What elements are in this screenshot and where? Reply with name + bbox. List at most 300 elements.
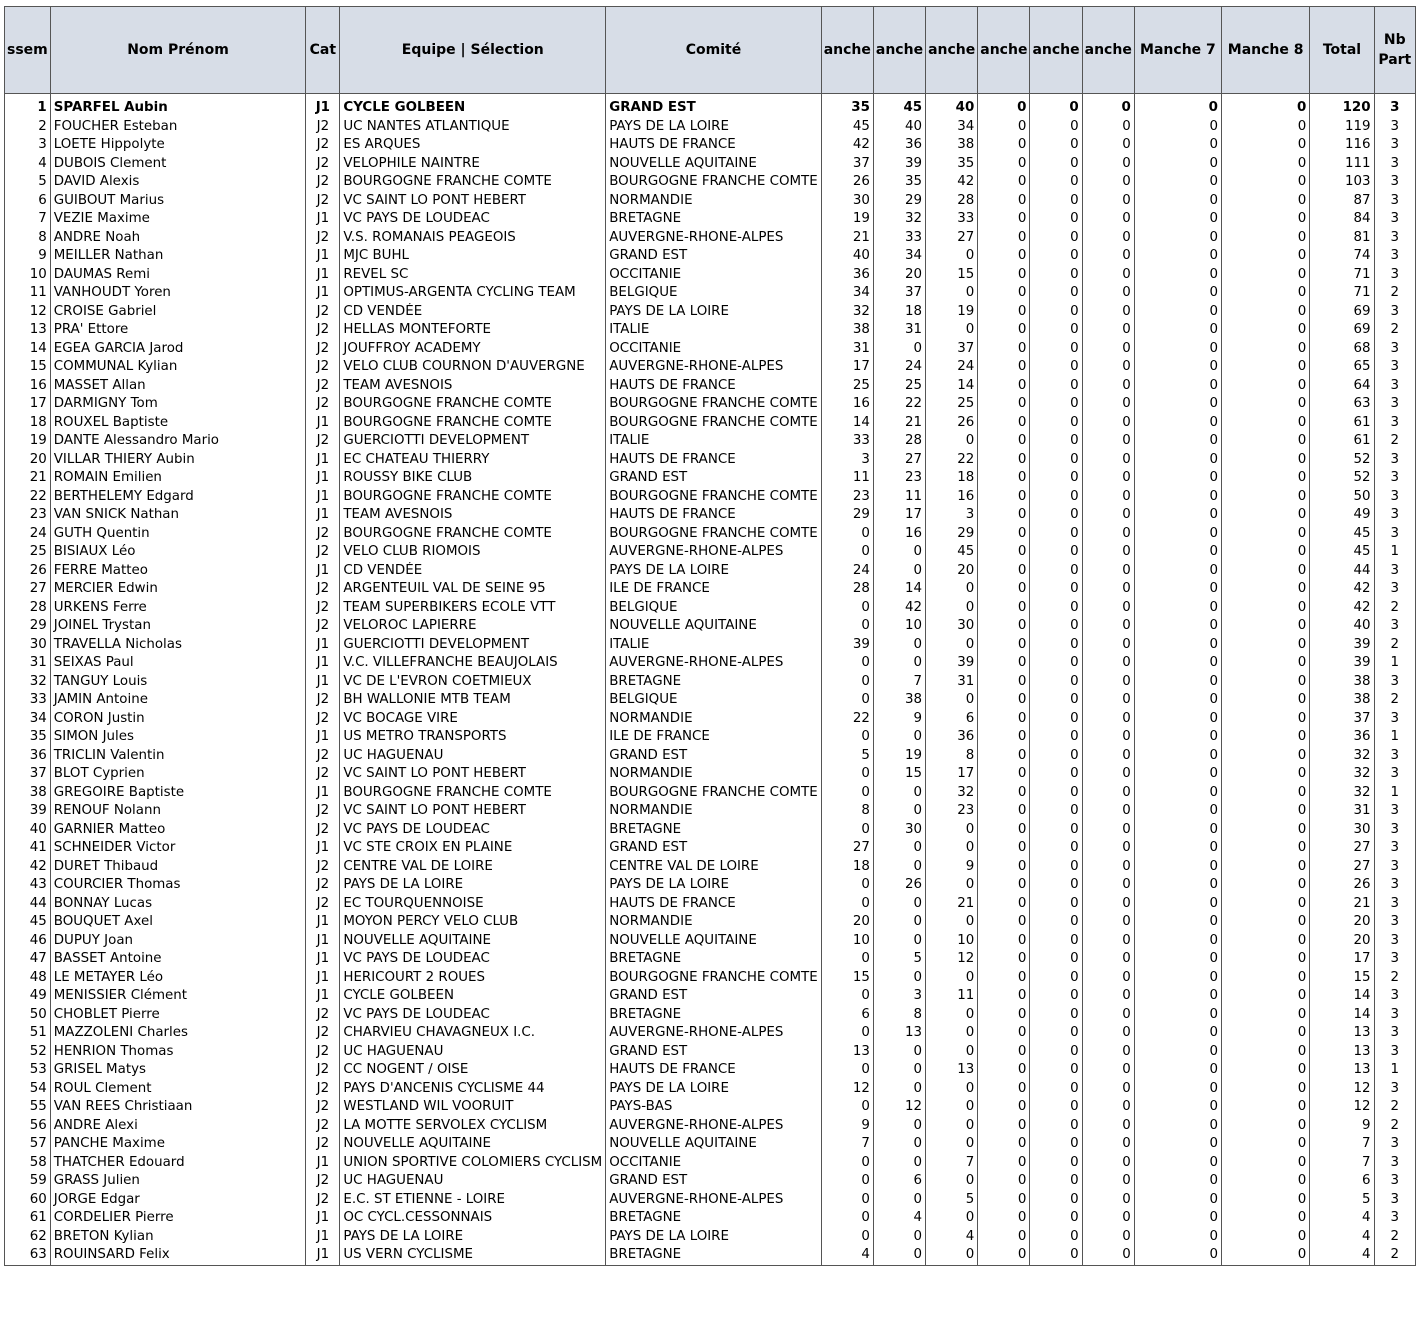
header-nom[interactable]: Nom Prénom <box>50 7 306 94</box>
cell-manche-6[interactable]: 0 <box>1082 950 1134 969</box>
cell-manche-2[interactable]: 45 <box>873 99 925 118</box>
cell-nb-part[interactable]: 3 <box>1374 173 1415 192</box>
cell-manche-5[interactable]: 0 <box>1030 229 1082 248</box>
cell-rank[interactable]: 8 <box>5 229 51 248</box>
cell-manche-4[interactable]: 0 <box>978 1191 1030 1210</box>
cell-manche-6[interactable]: 0 <box>1082 821 1134 840</box>
cell-comite[interactable]: NOUVELLE AQUITAINE <box>606 1135 821 1154</box>
cell-cat[interactable]: J1 <box>306 654 340 673</box>
cell-manche-5[interactable]: 0 <box>1030 987 1082 1006</box>
cell-manche-1[interactable]: 32 <box>821 303 873 322</box>
cell-total[interactable]: 4 <box>1310 1246 1374 1265</box>
cell-comite[interactable]: ITALIE <box>606 636 821 655</box>
cell-manche-6[interactable]: 0 <box>1082 1043 1134 1062</box>
cell-nb-part[interactable]: 3 <box>1374 876 1415 895</box>
cell-manche-4[interactable]: 0 <box>978 728 1030 747</box>
cell-manche-5[interactable]: 0 <box>1030 691 1082 710</box>
cell-manche-7[interactable]: 0 <box>1134 691 1221 710</box>
cell-manche-8[interactable]: 0 <box>1222 284 1310 303</box>
cell-manche-1[interactable]: 45 <box>821 118 873 137</box>
cell-name[interactable]: COMMUNAL Kylian <box>50 358 306 377</box>
cell-manche-6[interactable]: 0 <box>1082 506 1134 525</box>
cell-manche-2[interactable]: 9 <box>873 710 925 729</box>
cell-manche-5[interactable]: 0 <box>1030 321 1082 340</box>
cell-cat[interactable]: J2 <box>306 876 340 895</box>
header-classement[interactable]: ssem <box>5 7 51 94</box>
cell-rank[interactable]: 57 <box>5 1135 51 1154</box>
cell-name[interactable]: HENRION Thomas <box>50 1043 306 1062</box>
cell-manche-2[interactable]: 0 <box>873 1135 925 1154</box>
cell-team[interactable]: BH WALLONIE MTB TEAM <box>340 691 606 710</box>
cell-cat[interactable]: J1 <box>306 839 340 858</box>
cell-manche-4[interactable]: 0 <box>978 895 1030 914</box>
cell-total[interactable]: 14 <box>1310 987 1374 1006</box>
cell-manche-1[interactable]: 19 <box>821 210 873 229</box>
cell-team[interactable]: UC HAGUENAU <box>340 747 606 766</box>
cell-name[interactable]: LOETE Hippolyte <box>50 136 306 155</box>
cell-manche-5[interactable]: 0 <box>1030 543 1082 562</box>
cell-cat[interactable]: J2 <box>306 340 340 359</box>
cell-rank[interactable]: 10 <box>5 266 51 285</box>
cell-total[interactable]: 17 <box>1310 950 1374 969</box>
cell-manche-2[interactable]: 0 <box>873 858 925 877</box>
cell-total[interactable]: 49 <box>1310 506 1374 525</box>
cell-manche-6[interactable]: 0 <box>1082 673 1134 692</box>
cell-manche-1[interactable]: 9 <box>821 1117 873 1136</box>
cell-cat[interactable]: J1 <box>306 673 340 692</box>
cell-rank[interactable]: 16 <box>5 377 51 396</box>
cell-manche-3[interactable]: 6 <box>926 710 978 729</box>
cell-nb-part[interactable]: 3 <box>1374 266 1415 285</box>
cell-manche-6[interactable]: 0 <box>1082 617 1134 636</box>
cell-manche-2[interactable]: 0 <box>873 784 925 803</box>
cell-rank[interactable]: 26 <box>5 562 51 581</box>
cell-nb-part[interactable]: 3 <box>1374 932 1415 951</box>
cell-manche-6[interactable]: 0 <box>1082 1024 1134 1043</box>
cell-manche-7[interactable]: 0 <box>1134 173 1221 192</box>
cell-manche-3[interactable]: 13 <box>926 1061 978 1080</box>
cell-manche-6[interactable]: 0 <box>1082 192 1134 211</box>
cell-manche-7[interactable]: 0 <box>1134 432 1221 451</box>
cell-team[interactable]: BOURGOGNE FRANCHE COMTE <box>340 525 606 544</box>
header-manche-5[interactable]: anche <box>1030 7 1082 94</box>
cell-manche-2[interactable]: 32 <box>873 210 925 229</box>
cell-manche-2[interactable]: 19 <box>873 747 925 766</box>
cell-cat[interactable]: J2 <box>306 765 340 784</box>
cell-comite[interactable]: GRAND EST <box>606 747 821 766</box>
cell-rank[interactable]: 34 <box>5 710 51 729</box>
cell-manche-2[interactable]: 39 <box>873 155 925 174</box>
cell-team[interactable]: TEAM SUPERBIKERS ECOLE VTT <box>340 599 606 618</box>
cell-manche-3[interactable]: 0 <box>926 1024 978 1043</box>
cell-manche-4[interactable]: 0 <box>978 1209 1030 1228</box>
header-manche-2[interactable]: anche <box>873 7 925 94</box>
cell-comite[interactable]: PAYS DE LA LOIRE <box>606 303 821 322</box>
cell-manche-6[interactable]: 0 <box>1082 1006 1134 1025</box>
cell-manche-3[interactable]: 7 <box>926 1154 978 1173</box>
cell-cat[interactable]: J1 <box>306 913 340 932</box>
cell-team[interactable]: PAYS DE LA LOIRE <box>340 1228 606 1247</box>
cell-name[interactable]: CORON Justin <box>50 710 306 729</box>
cell-manche-7[interactable]: 0 <box>1134 747 1221 766</box>
cell-name[interactable]: PANCHE Maxime <box>50 1135 306 1154</box>
cell-comite[interactable]: AUVERGNE-RHONE-ALPES <box>606 543 821 562</box>
cell-manche-6[interactable]: 0 <box>1082 599 1134 618</box>
cell-rank[interactable]: 12 <box>5 303 51 322</box>
cell-manche-5[interactable]: 0 <box>1030 1154 1082 1173</box>
cell-manche-7[interactable]: 0 <box>1134 728 1221 747</box>
cell-manche-4[interactable]: 0 <box>978 358 1030 377</box>
cell-manche-4[interactable]: 0 <box>978 1246 1030 1265</box>
cell-name[interactable]: BISIAUX Léo <box>50 543 306 562</box>
cell-nb-part[interactable]: 3 <box>1374 1043 1415 1062</box>
cell-cat[interactable]: J1 <box>306 506 340 525</box>
cell-manche-7[interactable]: 0 <box>1134 876 1221 895</box>
cell-name[interactable]: BASSET Antoine <box>50 950 306 969</box>
cell-team[interactable]: UNION SPORTIVE COLOMIERS CYCLISM <box>340 1154 606 1173</box>
cell-rank[interactable]: 59 <box>5 1172 51 1191</box>
cell-manche-2[interactable]: 34 <box>873 247 925 266</box>
cell-name[interactable]: LE METAYER Léo <box>50 969 306 988</box>
cell-manche-4[interactable]: 0 <box>978 802 1030 821</box>
cell-manche-5[interactable]: 0 <box>1030 969 1082 988</box>
cell-manche-1[interactable]: 28 <box>821 580 873 599</box>
cell-manche-4[interactable]: 0 <box>978 1080 1030 1099</box>
cell-total[interactable]: 36 <box>1310 728 1374 747</box>
cell-total[interactable]: 12 <box>1310 1080 1374 1099</box>
cell-manche-6[interactable]: 0 <box>1082 1135 1134 1154</box>
cell-manche-5[interactable]: 0 <box>1030 118 1082 137</box>
cell-manche-5[interactable]: 0 <box>1030 377 1082 396</box>
cell-manche-6[interactable]: 0 <box>1082 210 1134 229</box>
cell-total[interactable]: 81 <box>1310 229 1374 248</box>
cell-manche-5[interactable]: 0 <box>1030 266 1082 285</box>
cell-manche-5[interactable]: 0 <box>1030 432 1082 451</box>
cell-manche-3[interactable]: 0 <box>926 1135 978 1154</box>
cell-comite[interactable]: GRAND EST <box>606 987 821 1006</box>
cell-manche-8[interactable]: 0 <box>1222 969 1310 988</box>
cell-manche-1[interactable]: 3 <box>821 451 873 470</box>
cell-cat[interactable]: J2 <box>306 229 340 248</box>
cell-manche-4[interactable]: 0 <box>978 747 1030 766</box>
cell-nb-part[interactable]: 3 <box>1374 913 1415 932</box>
cell-team[interactable]: UC HAGUENAU <box>340 1043 606 1062</box>
cell-manche-4[interactable]: 0 <box>978 451 1030 470</box>
cell-total[interactable]: 14 <box>1310 1006 1374 1025</box>
cell-manche-5[interactable]: 0 <box>1030 1209 1082 1228</box>
cell-rank[interactable]: 44 <box>5 895 51 914</box>
cell-rank[interactable]: 21 <box>5 469 51 488</box>
cell-comite[interactable]: AUVERGNE-RHONE-ALPES <box>606 1024 821 1043</box>
cell-manche-6[interactable]: 0 <box>1082 377 1134 396</box>
cell-manche-5[interactable]: 0 <box>1030 488 1082 507</box>
cell-manche-8[interactable]: 0 <box>1222 728 1310 747</box>
cell-manche-6[interactable]: 0 <box>1082 728 1134 747</box>
cell-manche-2[interactable]: 0 <box>873 1061 925 1080</box>
cell-name[interactable]: COURCIER Thomas <box>50 876 306 895</box>
cell-cat[interactable]: J2 <box>306 1191 340 1210</box>
cell-rank[interactable]: 49 <box>5 987 51 1006</box>
cell-manche-4[interactable]: 0 <box>978 118 1030 137</box>
cell-cat[interactable]: J2 <box>306 617 340 636</box>
cell-manche-3[interactable]: 0 <box>926 1098 978 1117</box>
cell-manche-4[interactable]: 0 <box>978 654 1030 673</box>
cell-manche-8[interactable]: 0 <box>1222 1172 1310 1191</box>
cell-nb-part[interactable]: 3 <box>1374 1154 1415 1173</box>
cell-team[interactable]: EC TOURQUENNOISE <box>340 895 606 914</box>
cell-cat[interactable]: J1 <box>306 987 340 1006</box>
cell-manche-1[interactable]: 16 <box>821 395 873 414</box>
cell-manche-4[interactable]: 0 <box>978 580 1030 599</box>
cell-manche-4[interactable]: 0 <box>978 673 1030 692</box>
cell-total[interactable]: 39 <box>1310 654 1374 673</box>
cell-manche-7[interactable]: 0 <box>1134 1006 1221 1025</box>
cell-total[interactable]: 13 <box>1310 1043 1374 1062</box>
cell-manche-5[interactable]: 0 <box>1030 303 1082 322</box>
cell-cat[interactable]: J2 <box>306 1080 340 1099</box>
cell-manche-2[interactable]: 17 <box>873 506 925 525</box>
cell-manche-1[interactable]: 31 <box>821 340 873 359</box>
cell-manche-5[interactable]: 0 <box>1030 728 1082 747</box>
cell-manche-6[interactable]: 0 <box>1082 303 1134 322</box>
cell-manche-3[interactable]: 0 <box>926 1043 978 1062</box>
cell-manche-7[interactable]: 0 <box>1134 340 1221 359</box>
cell-team[interactable]: OPTIMUS-ARGENTA CYCLING TEAM <box>340 284 606 303</box>
cell-manche-4[interactable]: 0 <box>978 1024 1030 1043</box>
cell-manche-1[interactable]: 0 <box>821 1209 873 1228</box>
cell-manche-3[interactable]: 26 <box>926 414 978 433</box>
cell-manche-1[interactable]: 21 <box>821 229 873 248</box>
cell-comite[interactable]: NOUVELLE AQUITAINE <box>606 932 821 951</box>
cell-nb-part[interactable]: 1 <box>1374 654 1415 673</box>
cell-manche-4[interactable]: 0 <box>978 247 1030 266</box>
cell-cat[interactable]: J2 <box>306 710 340 729</box>
cell-manche-7[interactable]: 0 <box>1134 525 1221 544</box>
cell-comite[interactable]: GRAND EST <box>606 247 821 266</box>
cell-manche-3[interactable]: 0 <box>926 876 978 895</box>
cell-manche-7[interactable]: 0 <box>1134 821 1221 840</box>
cell-manche-8[interactable]: 0 <box>1222 506 1310 525</box>
cell-manche-5[interactable]: 0 <box>1030 654 1082 673</box>
cell-comite[interactable]: HAUTS DE FRANCE <box>606 377 821 396</box>
cell-manche-2[interactable]: 7 <box>873 673 925 692</box>
cell-manche-8[interactable]: 0 <box>1222 1043 1310 1062</box>
cell-nb-part[interactable]: 3 <box>1374 802 1415 821</box>
cell-manche-7[interactable]: 0 <box>1134 1172 1221 1191</box>
cell-manche-7[interactable]: 0 <box>1134 1246 1221 1265</box>
cell-manche-4[interactable]: 0 <box>978 1228 1030 1247</box>
cell-manche-6[interactable]: 0 <box>1082 395 1134 414</box>
cell-manche-8[interactable]: 0 <box>1222 247 1310 266</box>
cell-manche-3[interactable]: 0 <box>926 247 978 266</box>
cell-team[interactable]: NOUVELLE AQUITAINE <box>340 932 606 951</box>
cell-team[interactable]: VELO CLUB COURNON D'AUVERGNE <box>340 358 606 377</box>
cell-nb-part[interactable]: 3 <box>1374 488 1415 507</box>
cell-manche-8[interactable]: 0 <box>1222 266 1310 285</box>
cell-manche-7[interactable]: 0 <box>1134 155 1221 174</box>
cell-nb-part[interactable]: 3 <box>1374 210 1415 229</box>
cell-nb-part[interactable]: 3 <box>1374 451 1415 470</box>
cell-cat[interactable]: J1 <box>306 562 340 581</box>
cell-total[interactable]: 39 <box>1310 636 1374 655</box>
cell-manche-7[interactable]: 0 <box>1134 599 1221 618</box>
cell-name[interactable]: JAMIN Antoine <box>50 691 306 710</box>
cell-total[interactable]: 13 <box>1310 1061 1374 1080</box>
cell-manche-8[interactable]: 0 <box>1222 654 1310 673</box>
cell-manche-8[interactable]: 0 <box>1222 303 1310 322</box>
cell-nb-part[interactable]: 3 <box>1374 99 1415 118</box>
cell-manche-2[interactable]: 14 <box>873 580 925 599</box>
cell-rank[interactable]: 14 <box>5 340 51 359</box>
cell-manche-4[interactable]: 0 <box>978 525 1030 544</box>
cell-manche-7[interactable]: 0 <box>1134 1209 1221 1228</box>
cell-manche-3[interactable]: 10 <box>926 932 978 951</box>
cell-manche-2[interactable]: 42 <box>873 599 925 618</box>
cell-manche-6[interactable]: 0 <box>1082 562 1134 581</box>
cell-team[interactable]: CYCLE GOLBEEN <box>340 99 606 118</box>
cell-name[interactable]: BONNAY Lucas <box>50 895 306 914</box>
cell-nb-part[interactable]: 1 <box>1374 784 1415 803</box>
cell-nb-part[interactable]: 3 <box>1374 562 1415 581</box>
cell-manche-7[interactable]: 0 <box>1134 839 1221 858</box>
cell-manche-5[interactable]: 0 <box>1030 710 1082 729</box>
cell-manche-3[interactable]: 0 <box>926 1006 978 1025</box>
cell-manche-5[interactable]: 0 <box>1030 1080 1082 1099</box>
cell-team[interactable]: VC SAINT LO PONT HEBERT <box>340 802 606 821</box>
cell-manche-7[interactable]: 0 <box>1134 1024 1221 1043</box>
cell-nb-part[interactable]: 2 <box>1374 284 1415 303</box>
cell-manche-3[interactable]: 0 <box>926 636 978 655</box>
cell-manche-1[interactable]: 30 <box>821 192 873 211</box>
cell-comite[interactable]: NOUVELLE AQUITAINE <box>606 617 821 636</box>
cell-manche-3[interactable]: 33 <box>926 210 978 229</box>
cell-manche-8[interactable]: 0 <box>1222 784 1310 803</box>
cell-manche-6[interactable]: 0 <box>1082 340 1134 359</box>
cell-cat[interactable]: J2 <box>306 136 340 155</box>
cell-cat[interactable]: J2 <box>306 802 340 821</box>
cell-manche-2[interactable]: 35 <box>873 173 925 192</box>
cell-manche-6[interactable]: 0 <box>1082 358 1134 377</box>
cell-total[interactable]: 38 <box>1310 691 1374 710</box>
cell-team[interactable]: CD VENDÉE <box>340 562 606 581</box>
cell-name[interactable]: ROMAIN Emilien <box>50 469 306 488</box>
cell-manche-6[interactable]: 0 <box>1082 173 1134 192</box>
cell-manche-2[interactable]: 0 <box>873 340 925 359</box>
header-nb-part[interactable]: Nb Part <box>1374 7 1415 94</box>
cell-nb-part[interactable]: 3 <box>1374 747 1415 766</box>
cell-name[interactable]: FOUCHER Esteban <box>50 118 306 137</box>
cell-total[interactable]: 4 <box>1310 1209 1374 1228</box>
header-manche-8[interactable]: Manche 8 <box>1222 7 1310 94</box>
cell-team[interactable]: UC HAGUENAU <box>340 1172 606 1191</box>
cell-comite[interactable]: BRETAGNE <box>606 1209 821 1228</box>
cell-comite[interactable]: HAUTS DE FRANCE <box>606 1061 821 1080</box>
cell-nb-part[interactable]: 3 <box>1374 1172 1415 1191</box>
cell-total[interactable]: 20 <box>1310 932 1374 951</box>
cell-rank[interactable]: 19 <box>5 432 51 451</box>
cell-manche-7[interactable]: 0 <box>1134 1228 1221 1247</box>
cell-manche-3[interactable]: 24 <box>926 358 978 377</box>
cell-manche-7[interactable]: 0 <box>1134 192 1221 211</box>
cell-comite[interactable]: PAYS DE LA LOIRE <box>606 118 821 137</box>
cell-manche-7[interactable]: 0 <box>1134 617 1221 636</box>
cell-comite[interactable]: BOURGOGNE FRANCHE COMTE <box>606 488 821 507</box>
cell-manche-7[interactable]: 0 <box>1134 284 1221 303</box>
cell-cat[interactable]: J2 <box>306 192 340 211</box>
cell-manche-2[interactable]: 12 <box>873 1098 925 1117</box>
cell-rank[interactable]: 28 <box>5 599 51 618</box>
cell-cat[interactable]: J2 <box>306 1006 340 1025</box>
cell-cat[interactable]: J2 <box>306 377 340 396</box>
cell-manche-4[interactable]: 0 <box>978 691 1030 710</box>
cell-team[interactable]: VC SAINT LO PONT HEBERT <box>340 765 606 784</box>
cell-manche-4[interactable]: 0 <box>978 543 1030 562</box>
cell-name[interactable]: GARNIER Matteo <box>50 821 306 840</box>
cell-cat[interactable]: J2 <box>306 599 340 618</box>
cell-manche-4[interactable]: 0 <box>978 414 1030 433</box>
cell-manche-6[interactable]: 0 <box>1082 99 1134 118</box>
cell-manche-5[interactable]: 0 <box>1030 1043 1082 1062</box>
cell-manche-7[interactable]: 0 <box>1134 210 1221 229</box>
cell-rank[interactable]: 46 <box>5 932 51 951</box>
cell-manche-3[interactable]: 0 <box>926 1209 978 1228</box>
cell-manche-8[interactable]: 0 <box>1222 1135 1310 1154</box>
cell-manche-3[interactable]: 31 <box>926 673 978 692</box>
cell-name[interactable]: VAN REES Christiaan <box>50 1098 306 1117</box>
cell-comite[interactable]: GRAND EST <box>606 99 821 118</box>
cell-manche-1[interactable]: 0 <box>821 1154 873 1173</box>
cell-manche-8[interactable]: 0 <box>1222 1098 1310 1117</box>
cell-manche-1[interactable]: 17 <box>821 358 873 377</box>
cell-manche-6[interactable]: 0 <box>1082 932 1134 951</box>
cell-team[interactable]: UC NANTES ATLANTIQUE <box>340 118 606 137</box>
cell-manche-8[interactable]: 0 <box>1222 636 1310 655</box>
cell-manche-3[interactable]: 0 <box>926 284 978 303</box>
cell-manche-8[interactable]: 0 <box>1222 747 1310 766</box>
header-manche-4[interactable]: anche <box>978 7 1030 94</box>
cell-manche-6[interactable]: 0 <box>1082 654 1134 673</box>
cell-manche-4[interactable]: 0 <box>978 1135 1030 1154</box>
cell-name[interactable]: RENOUF Nolann <box>50 802 306 821</box>
cell-manche-1[interactable]: 0 <box>821 691 873 710</box>
cell-team[interactable]: PAYS D'ANCENIS CYCLISME 44 <box>340 1080 606 1099</box>
cell-manche-7[interactable]: 0 <box>1134 673 1221 692</box>
cell-cat[interactable]: J1 <box>306 247 340 266</box>
cell-cat[interactable]: J1 <box>306 414 340 433</box>
cell-team[interactable]: BOURGOGNE FRANCHE COMTE <box>340 395 606 414</box>
cell-manche-1[interactable]: 18 <box>821 858 873 877</box>
cell-manche-5[interactable]: 0 <box>1030 414 1082 433</box>
cell-comite[interactable]: NORMANDIE <box>606 802 821 821</box>
cell-manche-3[interactable]: 0 <box>926 1080 978 1099</box>
cell-nb-part[interactable]: 3 <box>1374 358 1415 377</box>
cell-manche-1[interactable]: 36 <box>821 266 873 285</box>
cell-manche-6[interactable]: 0 <box>1082 414 1134 433</box>
cell-name[interactable]: CORDELIER Pierre <box>50 1209 306 1228</box>
cell-cat[interactable]: J2 <box>306 303 340 322</box>
cell-name[interactable]: ROUINSARD Felix <box>50 1246 306 1265</box>
cell-manche-1[interactable]: 23 <box>821 488 873 507</box>
cell-comite[interactable]: HAUTS DE FRANCE <box>606 895 821 914</box>
cell-comite[interactable]: NORMANDIE <box>606 765 821 784</box>
cell-manche-7[interactable]: 0 <box>1134 136 1221 155</box>
cell-manche-6[interactable]: 0 <box>1082 987 1134 1006</box>
cell-manche-3[interactable]: 39 <box>926 654 978 673</box>
cell-name[interactable]: TRAVELLA Nicholas <box>50 636 306 655</box>
cell-cat[interactable]: J2 <box>306 118 340 137</box>
cell-manche-1[interactable]: 20 <box>821 913 873 932</box>
cell-manche-7[interactable]: 0 <box>1134 321 1221 340</box>
